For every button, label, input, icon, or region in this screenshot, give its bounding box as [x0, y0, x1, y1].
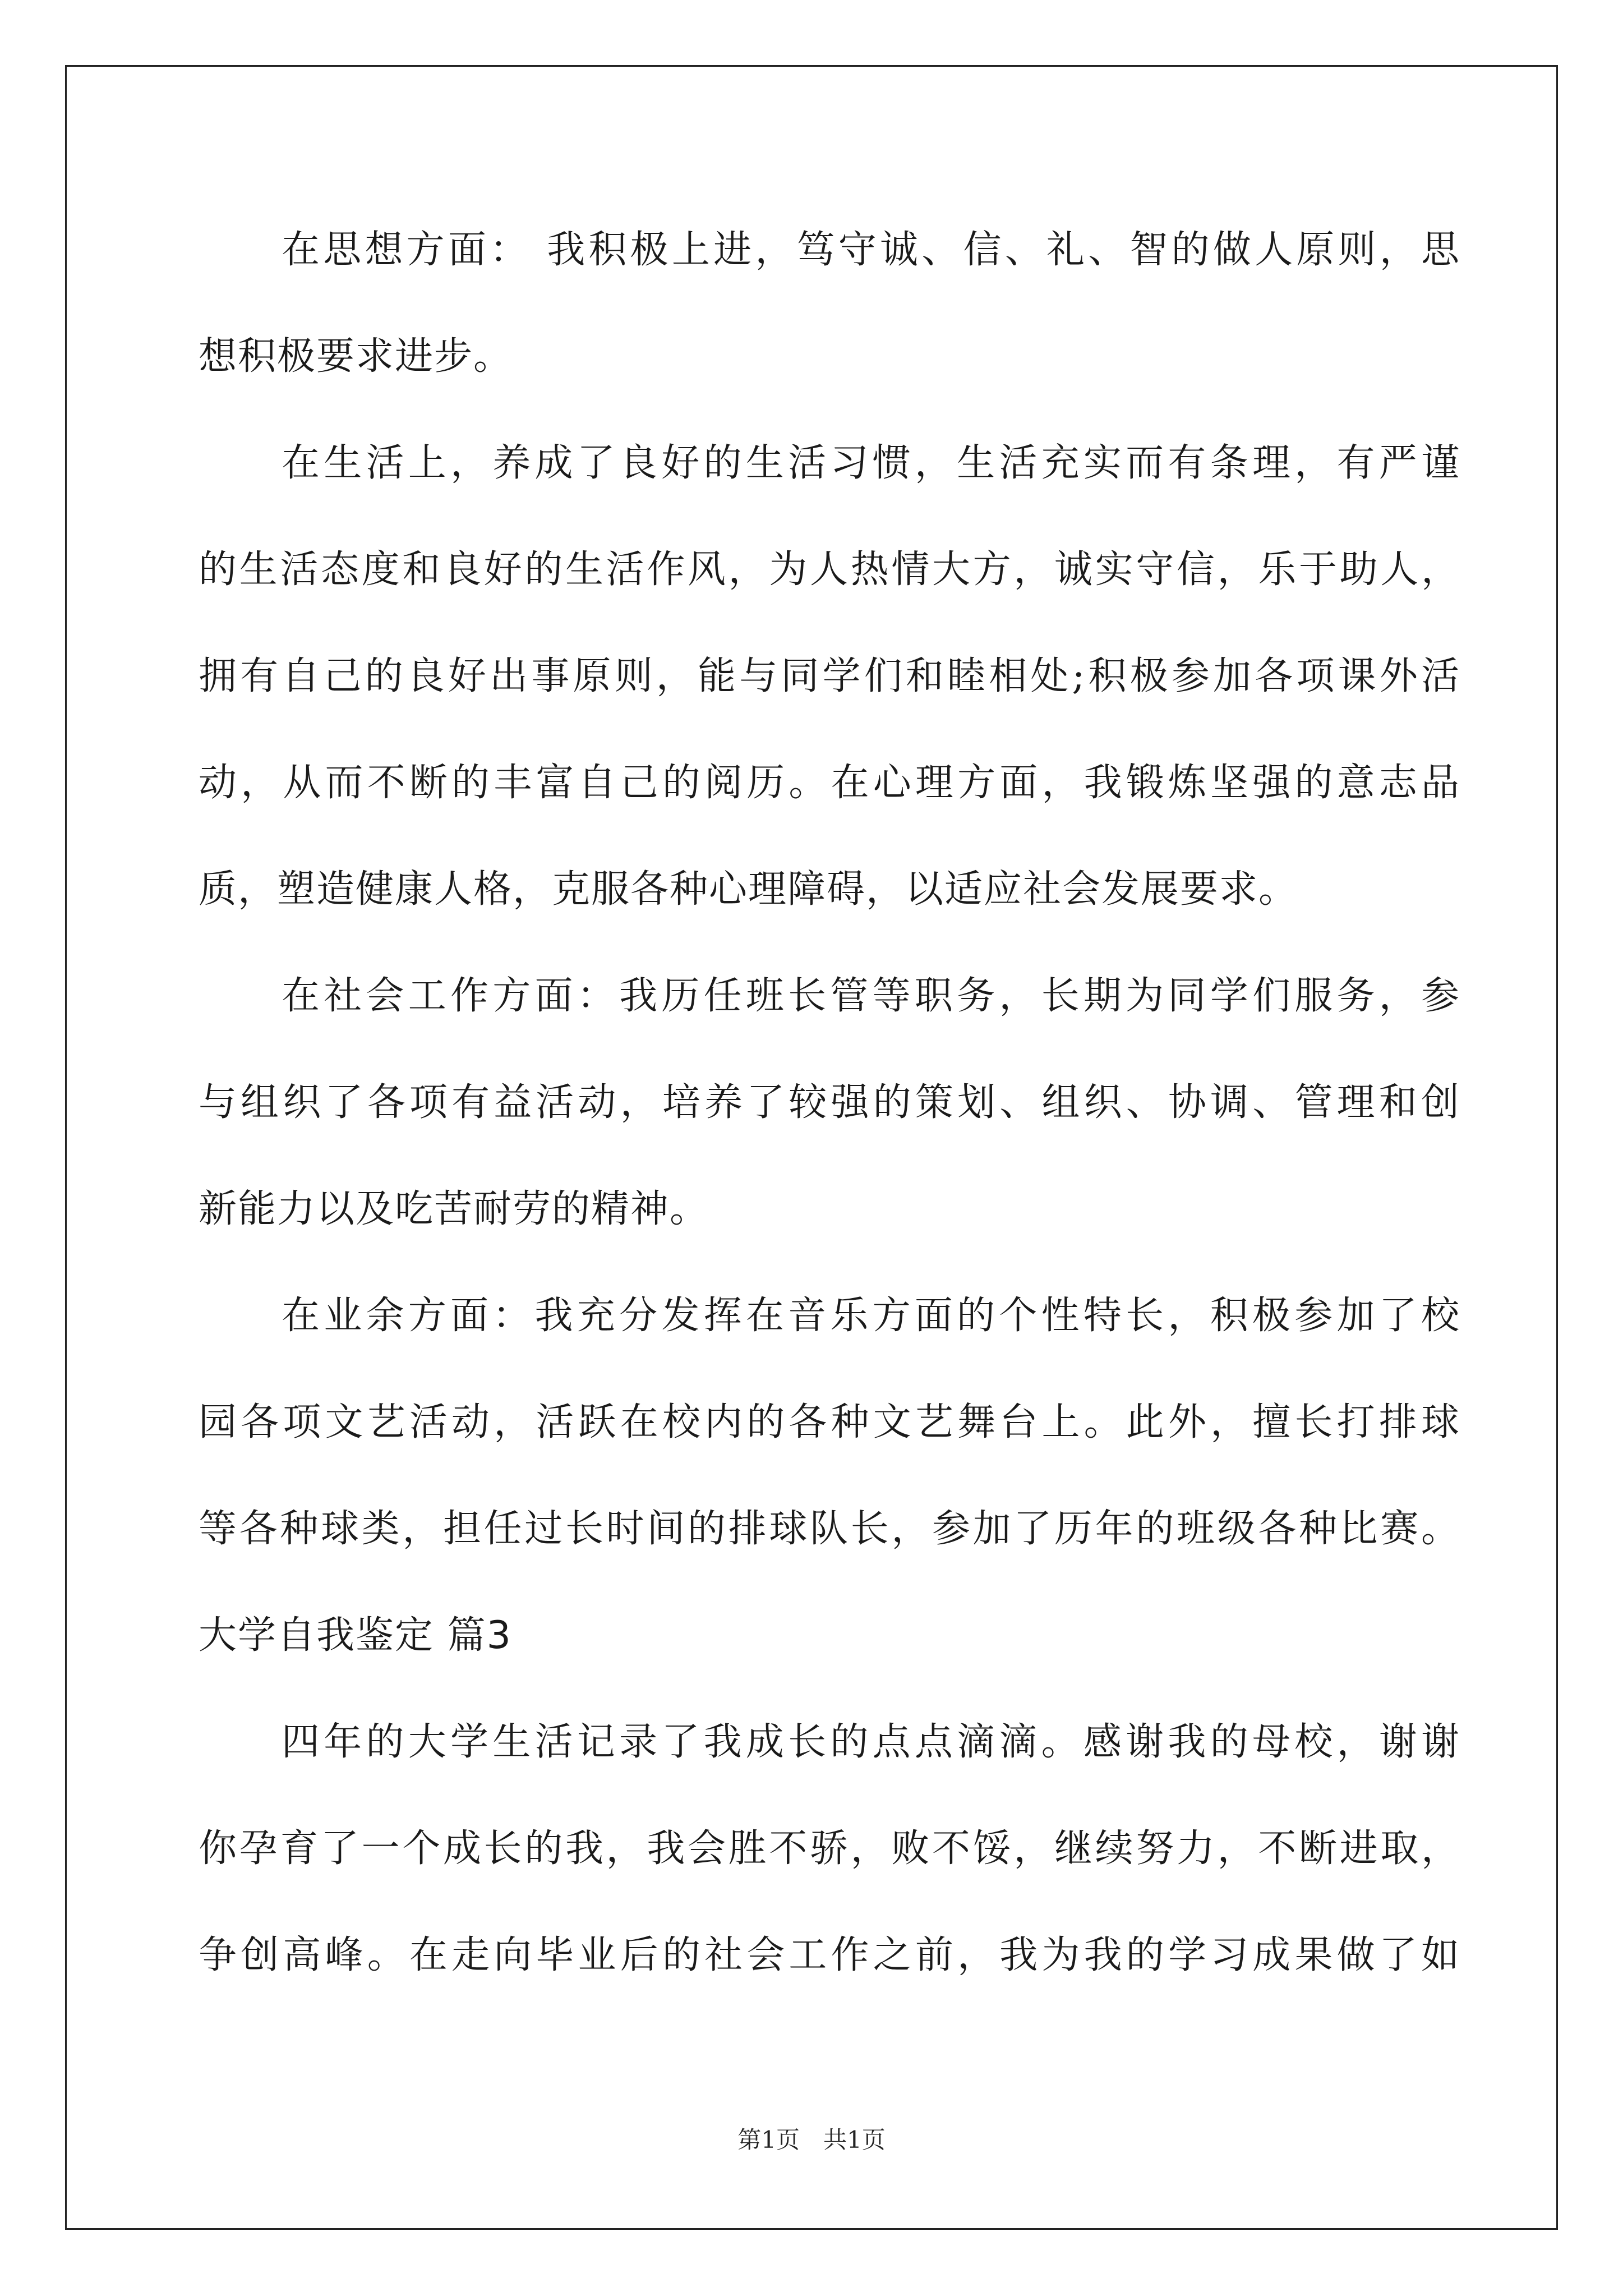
paragraph-leisure — [199, 1285, 1460, 1604]
text-line: 新能力以及吃苦耐劳的精神。 — [199, 1187, 709, 1231]
text-line: 质，塑造健康人格，克服各种心理障碍，以适应社会发展要求。 — [199, 867, 1298, 912]
text-line: 想积极要求进步。 — [199, 334, 513, 379]
paragraph-social-work — [199, 965, 1460, 1285]
text-line: 在业余方面：我充分发挥在音乐方面的个性特长，积极参加了校 — [282, 1294, 1460, 1338]
text-line: 园各项文艺活动，活跃在校内的各种文艺舞台上。此外，擅长打排球 — [199, 1400, 1460, 1444]
text-line: 的生活态度和良好的生活作风，为人热情大方，诚实守信，乐于助人， — [199, 547, 1460, 592]
text-line: 争创高峰。在走向毕业后的社会工作之前，我为我的学习成果做了如 — [199, 1933, 1460, 1977]
text-line: 在社会工作方面：我历任班长管等职务，长期为同学们服务，参 — [282, 974, 1460, 1018]
page-number-footer: 第1页 共1页 — [737, 2126, 886, 2154]
text-line: 等各种球类，担任过长时间的排球队长，参加了历年的班级各种比赛。 — [199, 1507, 1460, 1551]
paragraph-life — [199, 432, 1460, 965]
document-body — [199, 219, 1460, 2031]
text-line: 四年的大学生活记录了我成长的点点滴滴。感谢我的母校，谢谢 — [282, 1720, 1460, 1764]
paragraph-four-years — [199, 1711, 1460, 2031]
text-line: 与组织了各项有益活动，培养了较强的策划、组织、协调、管理和创 — [199, 1080, 1460, 1125]
text-line: 拥有自己的良好出事原则，能与同学们和睦相处;积极参加各项课外活 — [199, 654, 1460, 698]
text-line: 在思想方面： 我积极上进，笃守诚、信、礼、智的做人原则，思 — [282, 228, 1460, 272]
text-line: 你孕育了一个成长的我，我会胜不骄，败不馁，继续努力，不断进取， — [199, 1826, 1460, 1871]
text-line: 在生活上，养成了良好的生活习惯，生活充实而有条理，有严谨 — [282, 441, 1460, 485]
text-line: 动，从而不断的丰富自己的阅历。在心理方面，我锻炼坚强的意志品 — [199, 761, 1460, 805]
section-heading: 大学自我鉴定 篇3 — [199, 1613, 512, 1658]
paragraph-thought — [199, 219, 1460, 432]
